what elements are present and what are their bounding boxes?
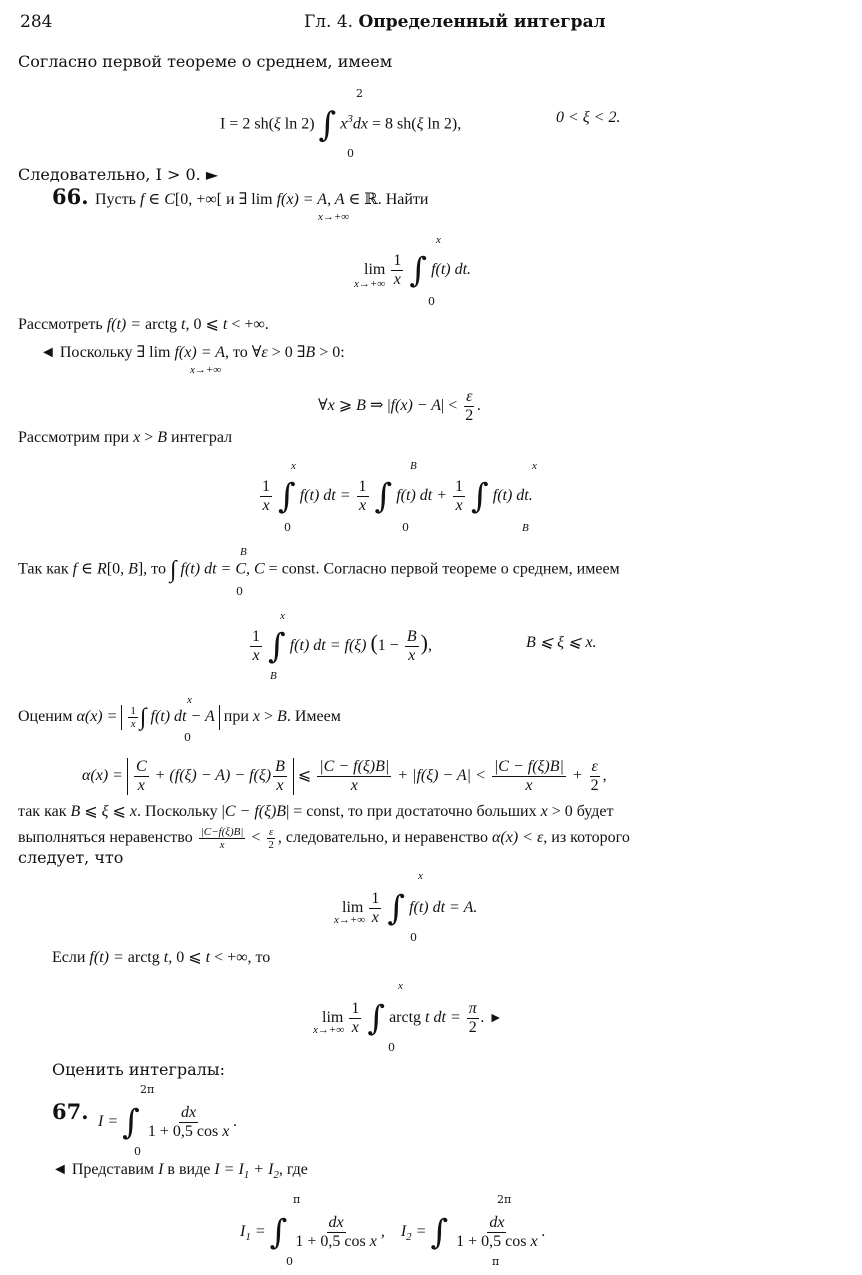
chapter-title: Определенный интеграл — [358, 12, 606, 32]
text-line: Если f(t) = arctg t, 0 ⩽ t < +∞, то — [52, 949, 271, 966]
text-line: Рассмотрим при x > B интеграл — [18, 429, 233, 446]
integral-upper-limit: B — [410, 460, 417, 472]
integral-lower-limit: 0 — [388, 1041, 395, 1054]
problem-statement: Пусть f ∈ C[0, +∞[ и ∃ lim f(x) = A, A ∈ ℝ. Найти — [95, 191, 429, 208]
text-line: Следовательно, I > 0. ► — [18, 165, 219, 184]
integral-lower-limit: 0 — [184, 731, 191, 744]
integral-sign: ∫ — [122, 1102, 140, 1143]
integral-sign: ∫ — [278, 476, 296, 517]
text-line: выполняться неравенство $\frac{|C-f(\xi)B|}{x}$ < $\frac{\varepsilon}{2}$ , следовательно, и неравенство α(x) < ε, из которого — [18, 826, 630, 851]
text-line: ◄ Представим I в виде $I = I_1 + I_2$, где — [52, 1161, 308, 1181]
integral-lower-limit: B — [270, 670, 277, 682]
integral-lower-limit: 0 — [410, 931, 417, 944]
integral-sign: ∫ — [471, 476, 489, 517]
text-line: ◄ Поскольку ∃ lim f(x) = A, то ∀ε > 0 ∃B > 0: — [40, 344, 345, 361]
integral-sign: ∫ — [367, 998, 386, 1039]
limit-subscript: x→+∞ — [318, 211, 350, 223]
integral-lower-limit: 0 — [134, 1145, 141, 1158]
integral-upper-limit: x — [398, 980, 403, 992]
equation: ∀x ⩾ B ⇒ |f(x) − A| < $\frac{\varepsilon}{2}$ . — [318, 388, 482, 424]
text-line: так как B ⩽ ξ ⩽ x. Поскольку |C − f(ξ)B| = const, то при достаточно больших x > 0 будет — [18, 803, 614, 820]
integral-upper-limit: x — [532, 460, 537, 472]
equation-condition: B ⩽ ξ ⩽ x. — [526, 634, 597, 651]
limit-subscript: x→+∞ — [190, 364, 222, 376]
integral-sign: ∫ — [374, 476, 393, 517]
integral-lower-limit: π — [492, 1255, 500, 1268]
equation: lim $\frac{1}{x}$ ∫ f(t) dt. — [364, 250, 472, 291]
integral-upper-limit: x — [291, 460, 296, 472]
page-number: 284 — [20, 12, 53, 32]
integral-upper-limit: π — [293, 1193, 301, 1206]
integral-lower-limit: 0 — [286, 1255, 293, 1268]
integral-lower-limit: 0 — [284, 521, 291, 534]
text-line: Рассмотреть f(t) = arctg t, 0 ⩽ t < +∞. — [18, 316, 269, 333]
integral-lower-limit: B — [522, 522, 529, 534]
problem-number: 66. — [52, 184, 89, 209]
integral-sign: ∫ — [409, 250, 428, 291]
integral-upper-limit: 2π — [497, 1193, 512, 1206]
running-head — [304, 12, 606, 32]
text-line: следует, что — [18, 848, 124, 867]
integral-upper-limit: x — [187, 694, 192, 706]
equation: I = ∫ $\frac{dx}{\text{1 + 0,5 cos x}}$ . — [98, 1102, 238, 1143]
integral-sign: ∫ — [318, 105, 337, 145]
equation: α(x) = $\frac{C}{x}$ + (f(ξ) − A) − f(ξ) $\frac{B}{x}$ ⩽ $\frac{|C - f(\xi)B|}{x}$ + |f(ξ) − A| < $\frac{|C - f(\xi)B|}{x}$ + $\frac{\varepsilon}{2}$ , — [82, 758, 607, 794]
limit-subscript: x→+∞ — [354, 278, 386, 290]
problem-number: 67. — [52, 1099, 89, 1124]
integral-upper-limit: B — [240, 546, 247, 558]
equation: lim $\frac{1}{x}$ ∫ f(t) dt = A. — [342, 888, 478, 929]
integral-sign: ∫ — [268, 626, 286, 667]
integral-upper-limit: x — [280, 610, 285, 622]
integral-upper-limit: x — [418, 870, 423, 882]
integral-sign: ∫ — [430, 1212, 449, 1253]
integral-sign: ∫ — [387, 888, 406, 929]
integral-lower-limit: 0 — [402, 521, 409, 534]
text-line: Так как f ∈ R[0, B], то ∫ f(t) dt = C, C = const. Согласно первой теореме о среднем, имеем — [18, 557, 620, 583]
text-line: Оценим α(x) = $\frac{1}{x}$ ∫ f(t) dt − A при x > B. Имеем — [18, 704, 341, 731]
integral-lower-limit: 0 — [428, 295, 435, 308]
integral-upper-limit: 2π — [140, 1083, 155, 1096]
limit-subscript: x→+∞ — [313, 1024, 345, 1036]
integral-sign: ∫ — [269, 1212, 288, 1253]
text-line: Согласно первой теореме о среднем, имеем — [18, 52, 393, 71]
text-line: Оценить интегралы: — [52, 1060, 225, 1079]
integral-upper-limit: x — [436, 234, 441, 246]
integral-lower-limit: 0 — [347, 147, 354, 160]
limit-subscript: x→+∞ — [334, 914, 366, 926]
equation: I = 2 sh(ξ ln 2) ∫ $x^3dx = 8$ sh(ξ ln 2), — [220, 105, 462, 145]
integral-lower-limit: 0 — [236, 585, 243, 598]
equation: lim $\frac{1}{x}$ ∫ arctg t dt = $\frac{\pi}{2}$ . ► — [322, 998, 503, 1039]
equation: $I_1$ = ∫ $\frac{dx}{\text{1 + 0,5 cos x}}$ , $I_2$ = ∫ $\frac{dx}{\text{1 + 0,5 cos x}}$ . — [240, 1212, 546, 1253]
equation: $\frac{1}{x}$ ∫ f(t) dt = f(ξ) (1 − $\frac{B}{x}$ ), — [252, 626, 432, 667]
equation: $\frac{1}{x}$ ∫ f(t) dt = $\frac{1}{x}$ ∫ f(t) dt + $\frac{1}{x}$ ∫ f(t) dt. — [262, 476, 533, 517]
chapter-label: Гл. 4. — [304, 12, 354, 32]
equation-condition: 0 < ξ < 2. — [556, 109, 621, 126]
integral-upper-limit: 2 — [356, 87, 363, 100]
